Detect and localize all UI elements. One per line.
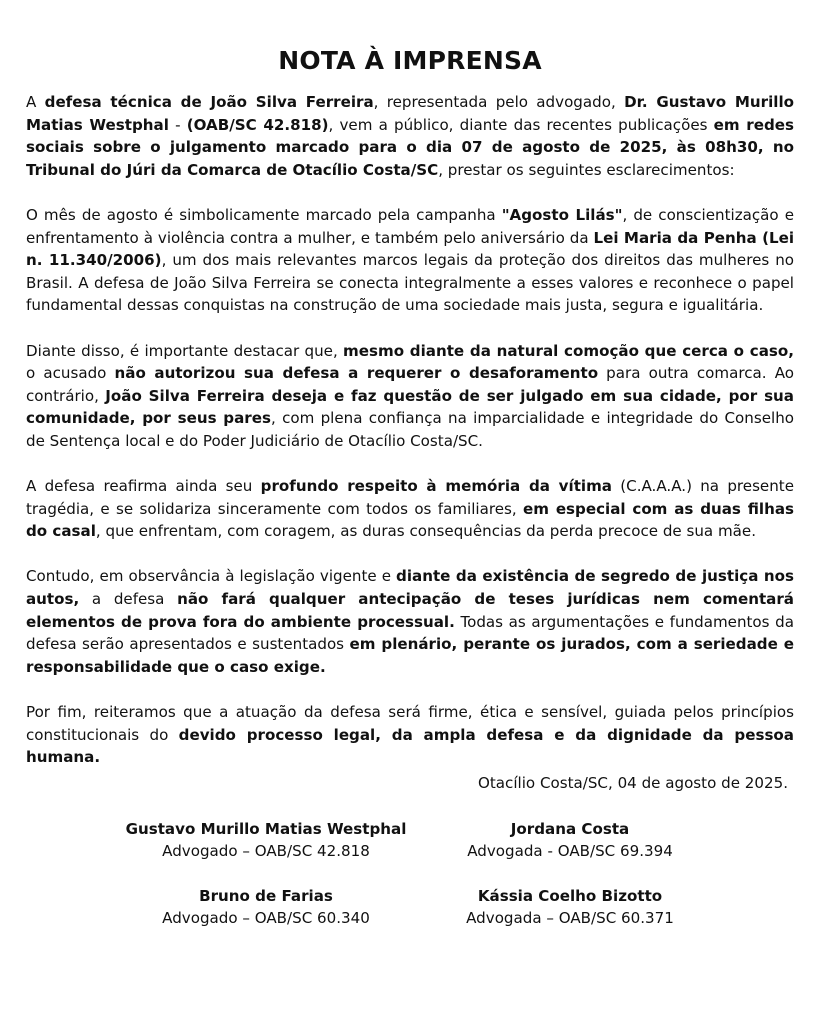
text-run: A defesa reafirma ainda seu bbox=[26, 477, 261, 496]
signatory-role: Advogada – OAB/SC 60.371 bbox=[466, 909, 674, 927]
bold-text-run: defesa técnica de João Silva Ferreira bbox=[44, 93, 374, 111]
text-run: - bbox=[168, 115, 187, 134]
bold-text-run: João Silva Ferreira deseja e faz questão de ser julgado em sua cidade, por sua comunidade, por seus pares bbox=[26, 386, 794, 428]
text-run: para outra comarca. Ao contrário, bbox=[26, 364, 795, 405]
page-title: NOTA À IMPRENSA bbox=[278, 46, 542, 75]
bold-text-run: em redes sociais sobre o julgamento marcado para o dia 07 de agosto de 2025, às 08h30, no Tribunal do Júri da Comarca de Otacílio Costa/SC bbox=[26, 115, 794, 179]
bold-text-run: em especial com as duas filhas do casal bbox=[26, 499, 794, 541]
text-run: , representada pelo advogado, bbox=[373, 93, 625, 111]
paragraph-desaforamento bbox=[26, 340, 794, 453]
text-run: , de conscientização e enfrentamento à violência contra a mulher, e também pelo aniversário da bbox=[26, 205, 794, 247]
signatory-role: Advogado – OAB/SC 42.818 bbox=[162, 842, 370, 860]
text-run: Todas as argumentações e fundamentos da defesa serão apresentados e sustentados bbox=[26, 612, 794, 654]
signatory-name: Bruno de Farias bbox=[199, 887, 333, 905]
bold-text-run: mesmo diante da natural comoção que cerca o caso, bbox=[343, 341, 794, 360]
text-run: , que enfrentam, com coragem, as duras consequências da perda precoce de sua mãe. bbox=[95, 522, 757, 541]
paragraph-conclusao bbox=[26, 701, 794, 769]
text-run: Contudo, em observância à legislação vigente e bbox=[26, 567, 397, 586]
signatory-name: Kássia Coelho Bizotto bbox=[477, 887, 663, 905]
signature-block bbox=[410, 885, 730, 929]
text-run: A bbox=[26, 93, 45, 111]
paragraph-respeito-vitima bbox=[26, 475, 794, 543]
press-release-body bbox=[26, 91, 794, 791]
text-run: , vem a público, diante das recentes publicações bbox=[328, 115, 714, 134]
signatory-name: Jordana Costa bbox=[510, 820, 630, 838]
bold-text-run: não autorizou sua defesa a requerer o desaforamento bbox=[114, 364, 599, 383]
paragraph-agosto-lilas bbox=[26, 204, 794, 317]
bold-text-run: Dr. Gustavo Murillo Matias Westphal bbox=[26, 93, 794, 134]
signatory-role: Advogado – OAB/SC 60.340 bbox=[162, 909, 370, 927]
text-run: Por fim, reiteramos que a atuação da defesa será firme, ética e sensível, guiada pelos princípios constitucionais do bbox=[26, 703, 794, 744]
signature-block bbox=[410, 818, 730, 862]
date-line: Otacílio Costa/SC, 04 de agosto de 2025. bbox=[478, 774, 788, 792]
text-run: Diante disso, é importante destacar que, bbox=[26, 341, 344, 360]
bold-text-run: devido processo legal, da ampla defesa e da dignidade da pessoa humana. bbox=[26, 725, 794, 767]
bold-text-run: Lei Maria da Penha (Lei n. 11.340/2006) bbox=[26, 228, 795, 270]
text-run: , com plena confiança na imparcialidade e integridade do Conselho de Sentença local e do Poder Judiciário de Otacílio Costa/SC. bbox=[26, 409, 794, 450]
text-run: O mês de agosto é simbolicamente marcado pela campanha bbox=[26, 205, 502, 224]
bold-text-run: "Agosto Lilás" bbox=[501, 205, 623, 224]
signatory-role: Advogada - OAB/SC 69.394 bbox=[467, 842, 673, 860]
signatory-name: Gustavo Murillo Matias Westphal bbox=[125, 820, 407, 838]
text-run: o acusado bbox=[26, 364, 115, 383]
bold-text-run: (OAB/SC 42.818) bbox=[186, 115, 329, 134]
paragraph-segredo-justica bbox=[26, 565, 794, 678]
signature-block bbox=[106, 885, 426, 929]
bold-text-run: diante da existência de segredo de justiça nos autos, bbox=[26, 567, 794, 609]
bold-text-run: profundo respeito à memória da vítima bbox=[260, 477, 612, 496]
signature-block bbox=[106, 818, 426, 862]
text-run: (C.A.A.A.) na presente tragédia, e se solidariza sinceramente com todos os familiares, bbox=[26, 477, 794, 518]
bold-text-run: em plenário, perante os jurados, com a seriedade e responsabilidade que o caso exige. bbox=[26, 635, 794, 676]
bold-text-run: não fará qualquer antecipação de teses jurídicas nem comentará elementos de prova fora do ambiente processual. bbox=[26, 590, 794, 631]
text-run: a defesa bbox=[79, 590, 178, 609]
paragraph-intro bbox=[26, 91, 794, 181]
text-run: , prestar os seguintes esclarecimentos: bbox=[438, 160, 735, 179]
text-run: , um dos mais relevantes marcos legais da proteção dos direitos das mulheres no Brasil. A defesa de João Silva Ferreira se conecta integralmente a esses valores e reconhece o papel fundamental dessas conquistas na construção de uma sociedade mais justa, segura e igualitária. bbox=[26, 251, 794, 315]
